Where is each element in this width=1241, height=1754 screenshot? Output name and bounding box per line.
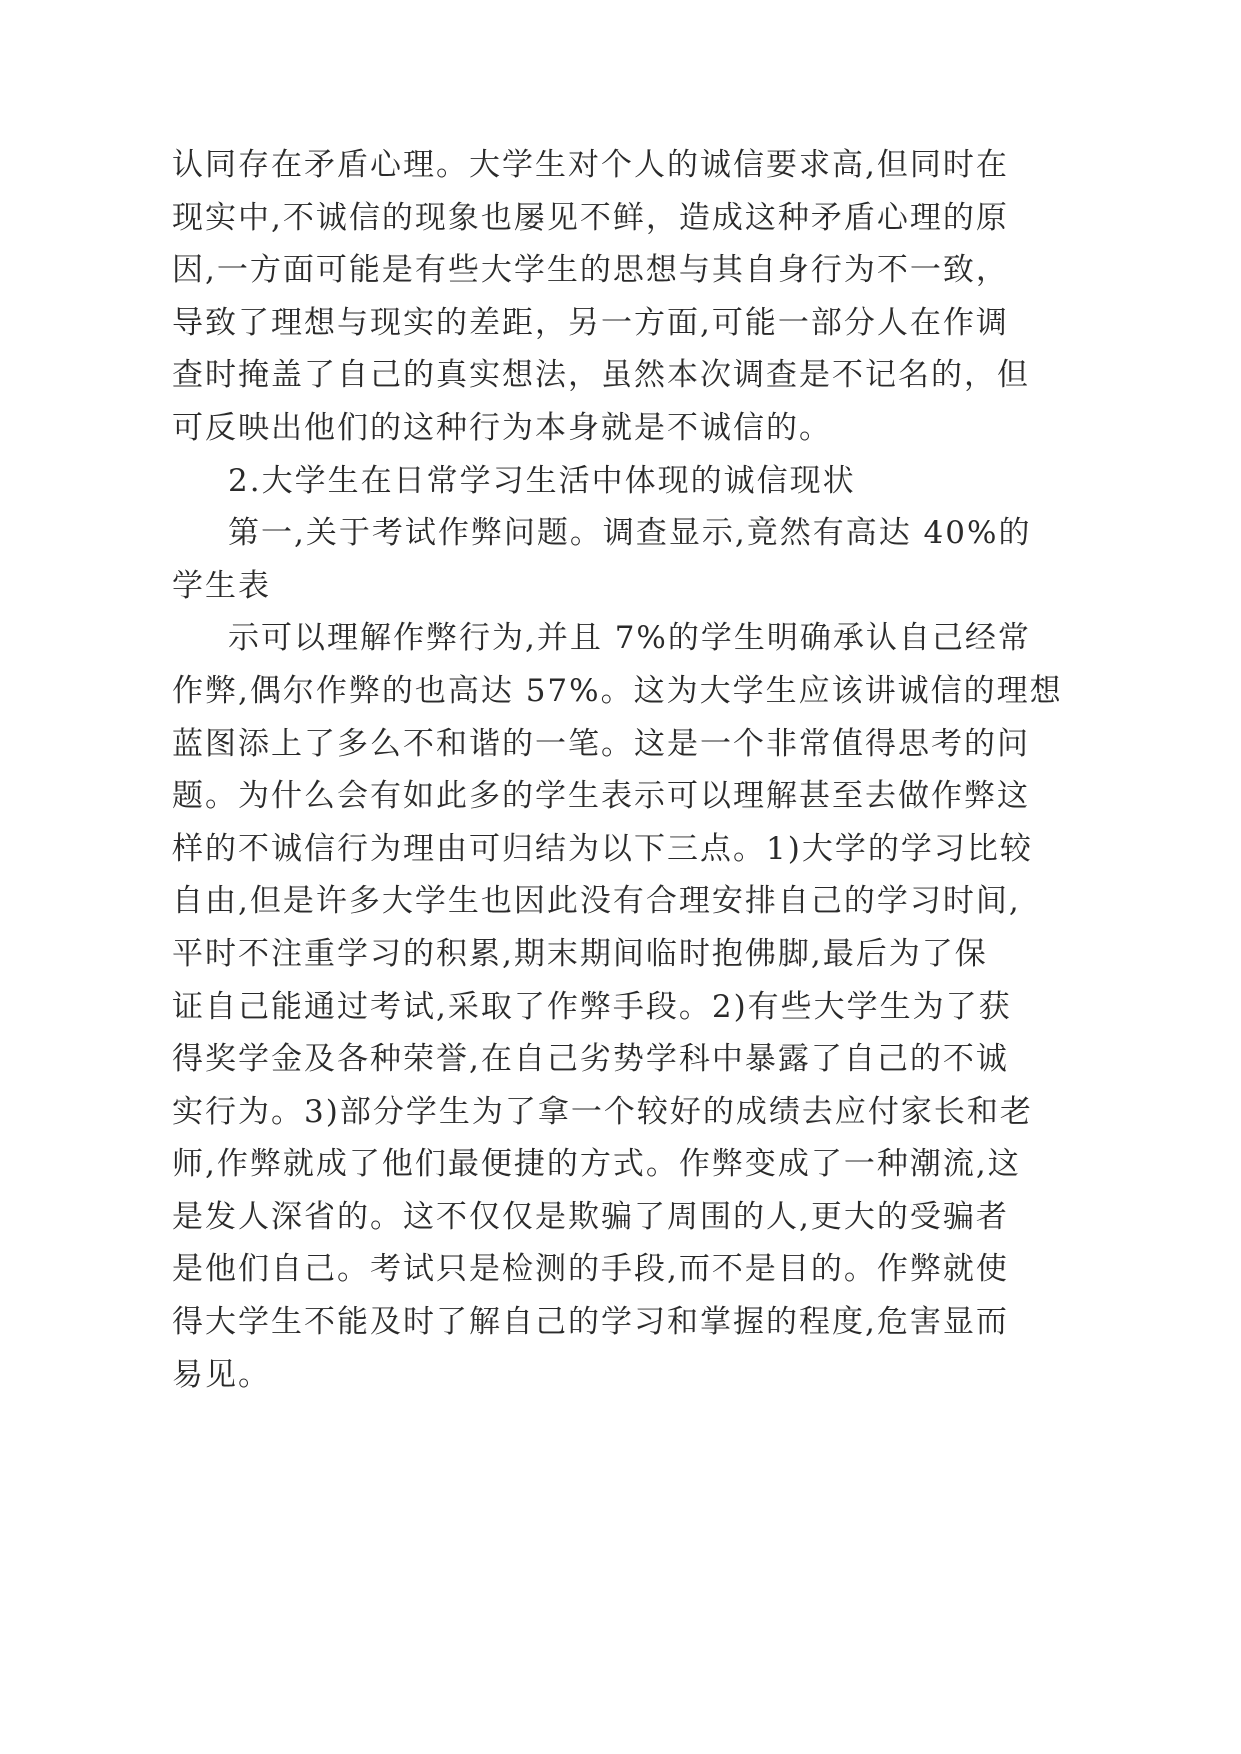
document-body xyxy=(172,139,1072,1401)
text-line: 易见。 xyxy=(172,1356,271,1393)
text-line: 现实中,不诚信的现象也屡见不鲜，造成这种矛盾心理的原 xyxy=(172,199,1009,236)
text-line: 导致了理想与现实的差距，另一方面,可能一部分人在作调 xyxy=(172,304,1009,341)
text-line: 是他们自己。考试只是检测的手段,而不是目的。作弊就使 xyxy=(172,1251,1009,1288)
text-line: 认同存在矛盾心理。大学生对个人的诚信要求高,但同时在 xyxy=(172,147,1009,183)
text-line: 实行为。3)部分学生为了拿一个较好的成绩去应付家长和老 xyxy=(172,1093,1033,1130)
text-line: 可反映出他们的这种行为本身就是不诚信的。 xyxy=(172,409,832,446)
text-line: 样的不诚信行为理由可归结为以下三点。1)大学的学习比较 xyxy=(172,830,1033,867)
text-line: 因,一方面可能是有些大学生的思想与其自身行为不一致， xyxy=(172,252,1009,289)
text-line: 题。为什么会有如此多的学生表示可以理解甚至去做作弊这 xyxy=(172,778,1030,815)
text-line: 证自己能通过考试,采取了作弊手段。2)有些大学生为了获 xyxy=(172,988,1012,1025)
text-line: 师,作弊就成了他们最便捷的方式。作弊变成了一种潮流,这 xyxy=(172,1146,1021,1183)
text-line: 学生表 xyxy=(172,567,271,604)
text-line: 示可以理解作弊行为,并且 7%的学生明确承认自己经常 xyxy=(228,620,1031,657)
text-line: 蓝图添上了多么不和谐的一笔。这是一个非常值得思考的问 xyxy=(172,725,1030,762)
section-heading: 2.大学生在日常学习生活中体现的诚信现状 xyxy=(228,462,856,499)
text-line: 自由,但是许多大学生也因此没有合理安排自己的学习时间, xyxy=(172,883,1021,920)
text-line: 作弊,偶尔作弊的也高达 57%。这为大学生应该讲诚信的理想 xyxy=(172,672,1063,709)
text-line: 第一,关于考试作弊问题。调查显示,竟然有高达 40%的 xyxy=(228,515,1032,552)
text-line: 查时掩盖了自己的真实想法，虽然本次调查是不记名的，但 xyxy=(172,357,1030,394)
text-line: 得奖学金及各种荣誉,在自己劣势学科中暴露了自己的不诚 xyxy=(172,1041,1009,1078)
text-line: 平时不注重学习的积累,期末期间临时抱佛脚,最后为了保 xyxy=(172,935,988,972)
text-line: 得大学生不能及时了解自己的学习和掌握的程度,危害显而 xyxy=(172,1304,1009,1341)
text-line: 是发人深省的。这不仅仅是欺骗了周围的人,更大的受骗者 xyxy=(172,1198,1009,1235)
